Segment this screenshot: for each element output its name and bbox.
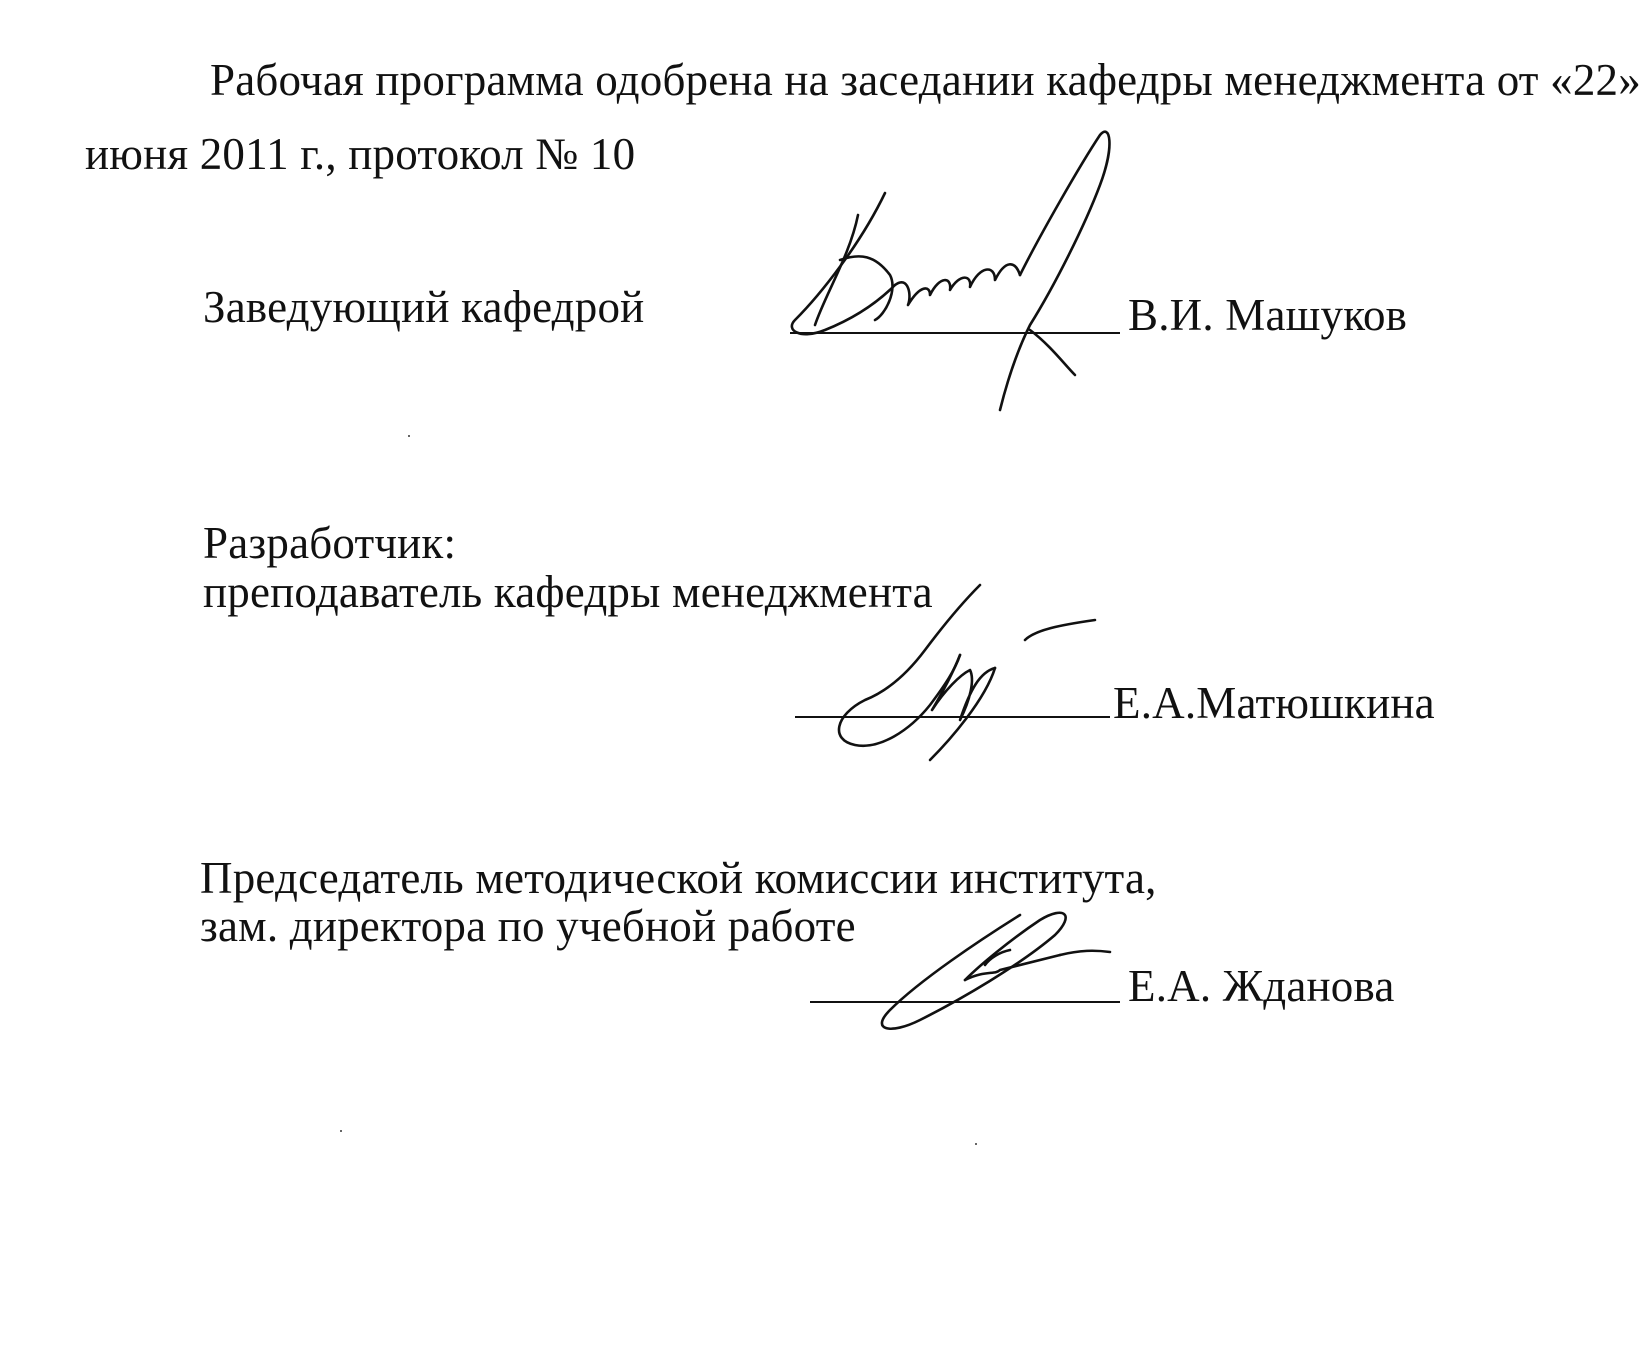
developer-name: Е.А.Матюшкина xyxy=(1113,678,1435,728)
approval-line-1: Рабочая программа одобрена на заседании кафедры менеджмента от «22» xyxy=(210,55,1641,105)
chair-name: Е.А. Жданова xyxy=(1128,961,1395,1011)
approval-line-2: июня 2011 г., протокол № 10 xyxy=(85,129,636,179)
chair-role-line-1: Председатель методической комиссии института, xyxy=(200,853,1157,903)
developer-signature-icon xyxy=(820,580,1120,770)
developer-role-line-1: Разработчик: xyxy=(203,518,457,568)
speck xyxy=(340,1130,342,1132)
chair-role-line-2: зам. директора по учебной работе xyxy=(200,901,856,951)
chair-signature-icon xyxy=(870,880,1150,1040)
speck xyxy=(975,1143,977,1145)
developer-role-line-2: преподаватель кафедры менеджмента xyxy=(203,567,933,617)
head-role: Заведующий кафедрой xyxy=(203,282,645,332)
head-name: В.И. Машуков xyxy=(1128,290,1408,340)
head-signature-icon xyxy=(780,125,1140,415)
speck xyxy=(408,435,410,437)
